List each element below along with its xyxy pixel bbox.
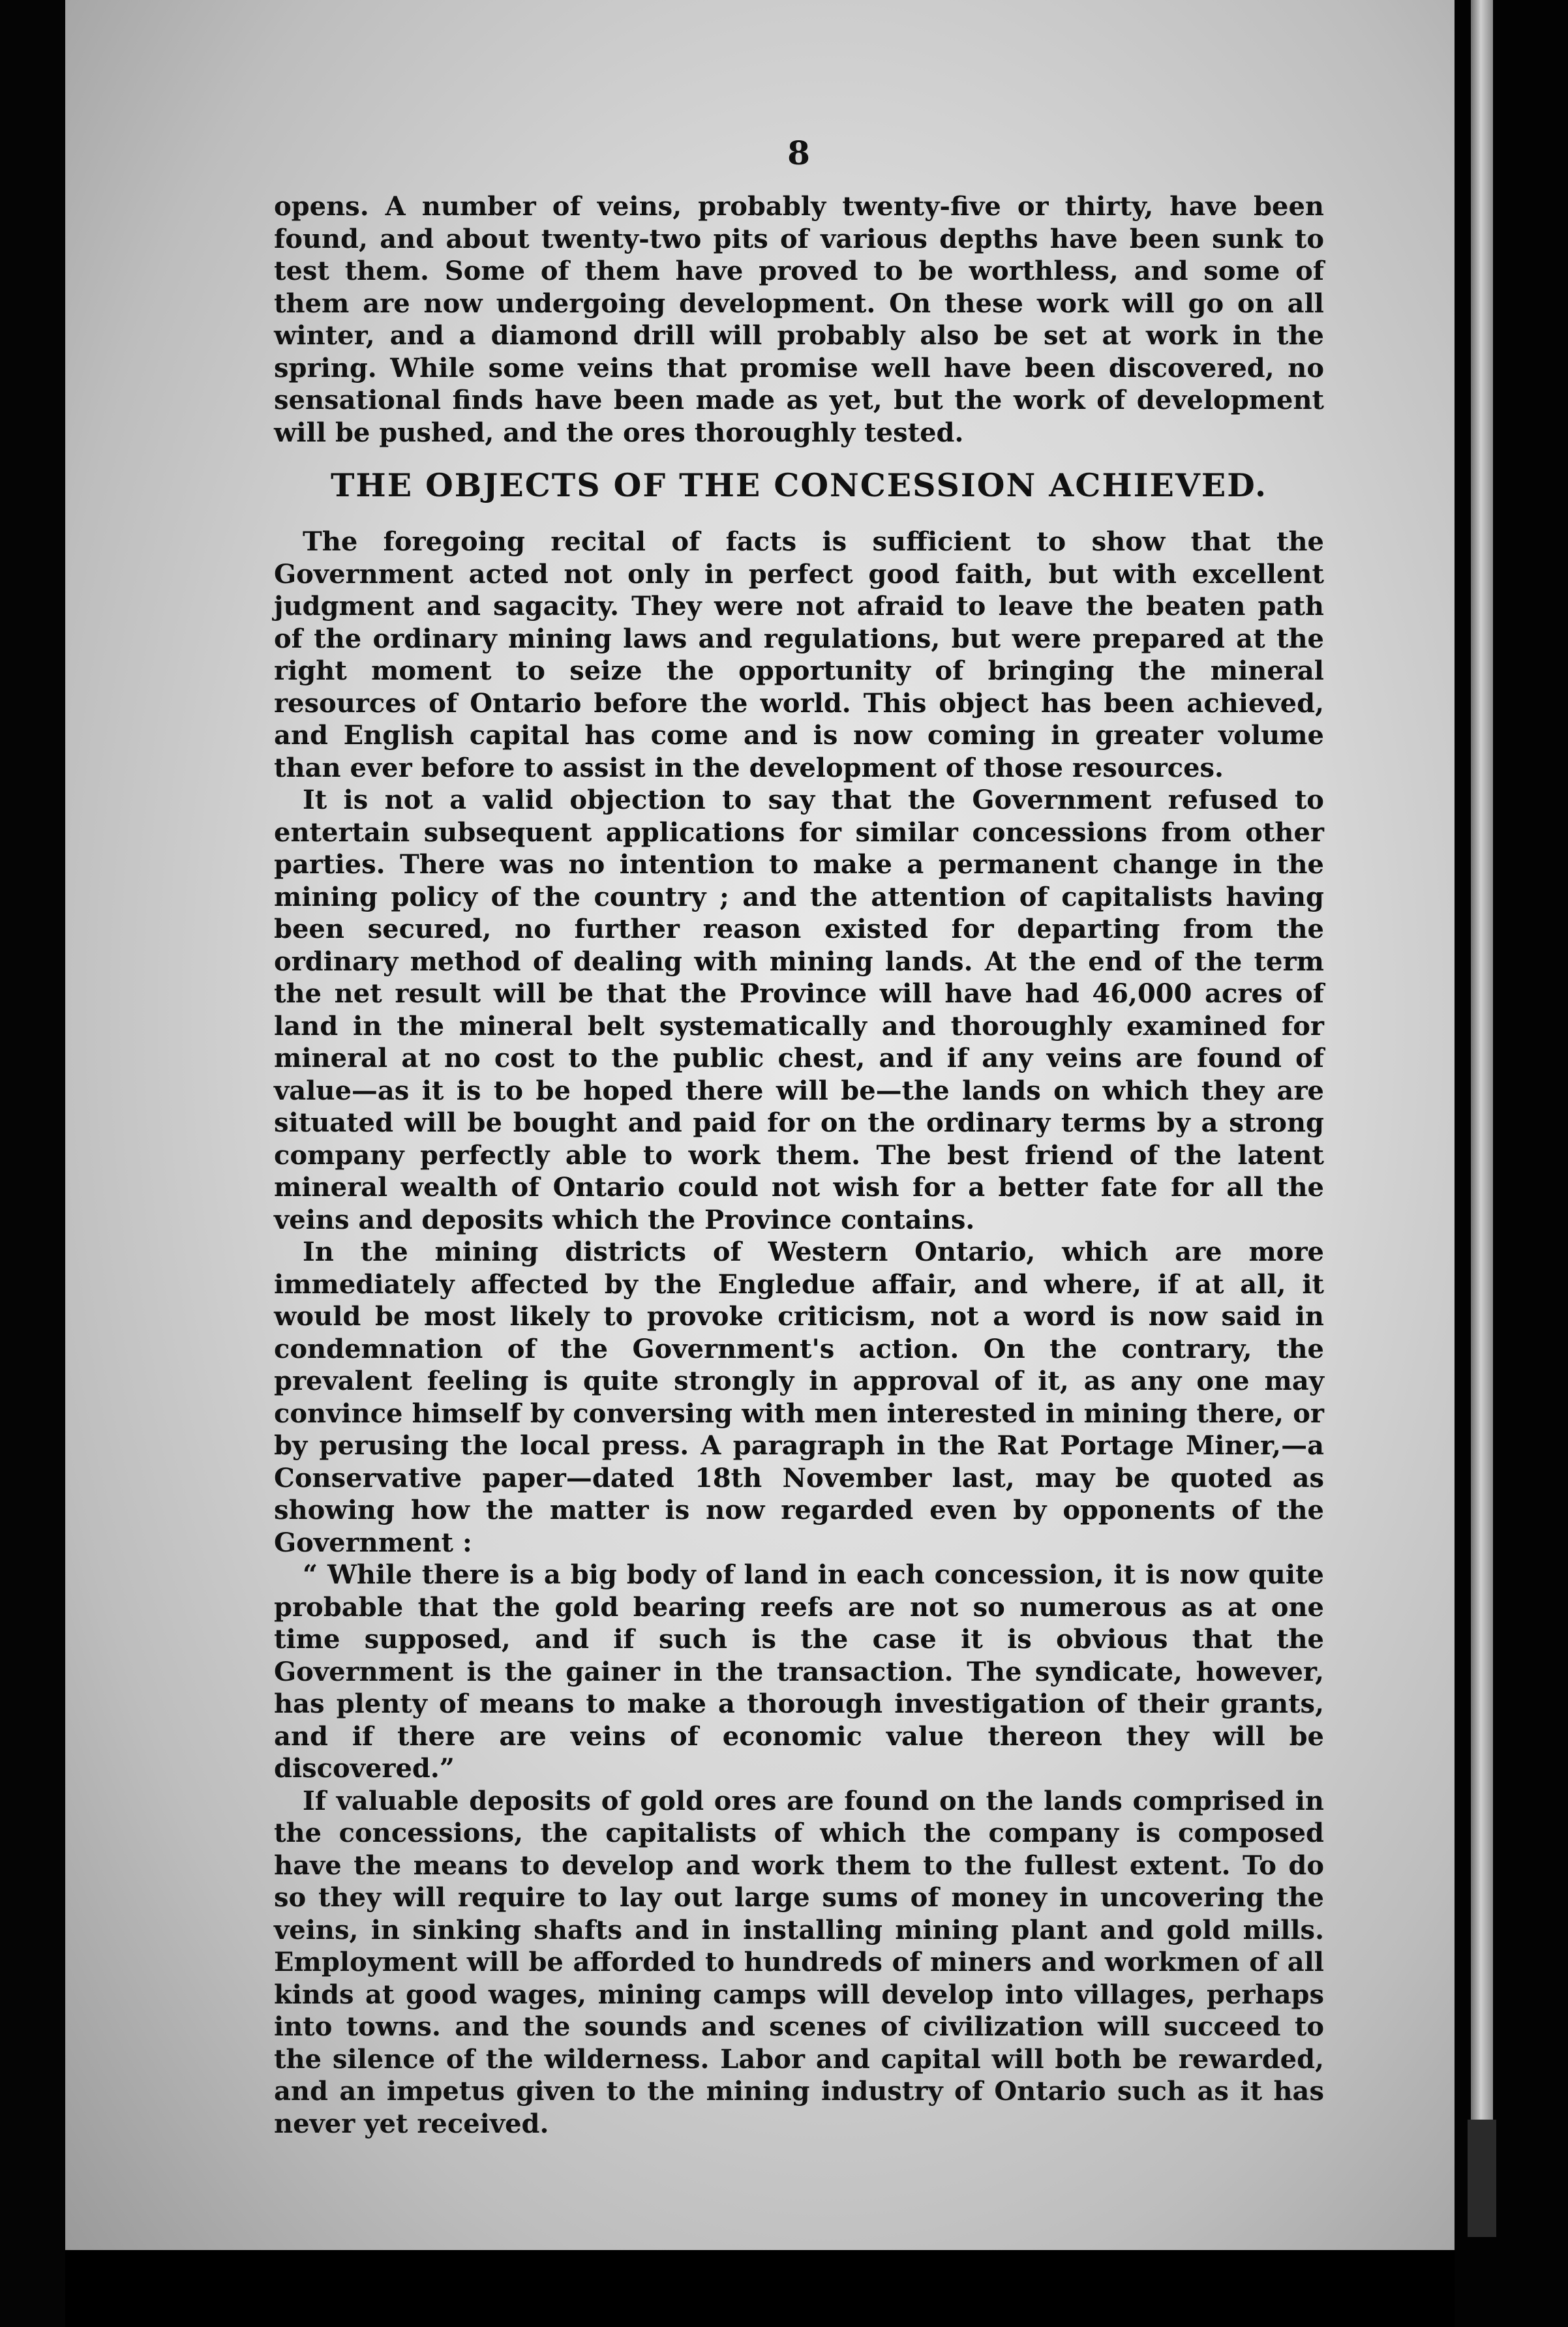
paragraph-objection: It is not a valid objection to say that the Government refused to entertain subsequent applications for similar concessions from other parties. There was no intention to make a permanent change in the mining policy of the country ; and the attention of capitalists having been secured, no further reason existed for departing from the ordinary method of dealing with mining lands. At the end of the term the net result will be that the Province will have had 46,000 acres of land in the mineral belt systematically and thoroughly examined for mineral at no cost to the public chest, and if any veins are found of value—as it is to be hoped there will be—the lands on which they are situated will be bought and paid for on the ordinary terms by a strong company perfectly able to work them. The best friend of the latent mineral wealth of Ontario could not wish for a better fate for all the veins and deposits which the Province contains. — [274, 785, 1324, 1235]
section-heading: THE OBJECTS OF THE CONCESSION ACHIEVED. — [330, 466, 1268, 504]
paragraph-quotation: “ While there is a big body of land in each concession, it is now quite probable that the gold bearing reefs are not so numerous as at one time supposed, and if such is the case it is obvious that the Government is the gainer in the transaction. The syndicate, however, has plenty of means to make a thorough investigation of their grants, and if there are veins of economic value thereon they will be discovered.” — [274, 1559, 1324, 1784]
intro-paragraph: opens. A number of veins, probably twenty-five or thirty, have been found, and about twenty-two pits of various depths have been sunk to test them. Some of them have proved to be worthless, and some of them are now undergoing development. On these work will go on all winter, and a diamond drill will probably also be set at work in the spring. While some veins that promise well have been discovered, no sensational finds have been made as yet, but the work of development will be pushed, and the ores thoroughly tested. — [274, 191, 1324, 448]
page-edge-base — [1468, 2120, 1496, 2237]
film-border-left — [0, 0, 65, 2327]
paragraph-western-ontario: In the mining districts of Western Ontario, which are more immediately affected by the Engledue affair, and where, if at all, it would be most likely to provoke criticism, not a word is now said in condemnation of the Government's action. On the contrary, the prevalent feeling is quite strongly in approval of it, as any one may convince himself by conversing with men interested in mining there, or by perusing the local press. A paragraph in the Rat Portage Miner,—a Conservative paper—dated 18th November last, may be quoted as showing how the matter is now regarded even by opponents of the Government : — [274, 1237, 1324, 1558]
page-edge-strip — [1471, 0, 1493, 2178]
page-number: 8 — [787, 134, 811, 172]
paragraph-government-judgment: The foregoing recital of facts is sufficient to show that the Government acted not only in perfect good faith, but with excellent judgment and sagacity. They were not afraid to leave the beaten path of the ordinary mining laws and regulations, but were prepared at the right moment to seize the opportunity of bringing the mineral resources of Ontario before the world. This object has been achieved, and English capital has come and is now coming in greater volume than ever before to assist in the development of those resources. — [274, 526, 1324, 783]
page-content — [274, 134, 1324, 2140]
paragraph-valuable-deposits: If valuable deposits of gold ores are found on the lands comprised in the concessions, the capitalists of which the company is composed have the means to develop and work them to the fullest extent. To do so they will require to lay out large sums of money in uncovering the veins, in sinking shafts and in installing mining plant and gold mills. Employment will be afforded to hundreds of miners and workmen of all kinds at good wages, mining camps will develop into villages, perhaps into towns. and the sounds and scenes of civilization will succeed to the silence of the wilderness. Labor and capital will both be rewarded, and an impetus given to the mining industry of Ontario such as it has never yet received. — [274, 1785, 1324, 2139]
